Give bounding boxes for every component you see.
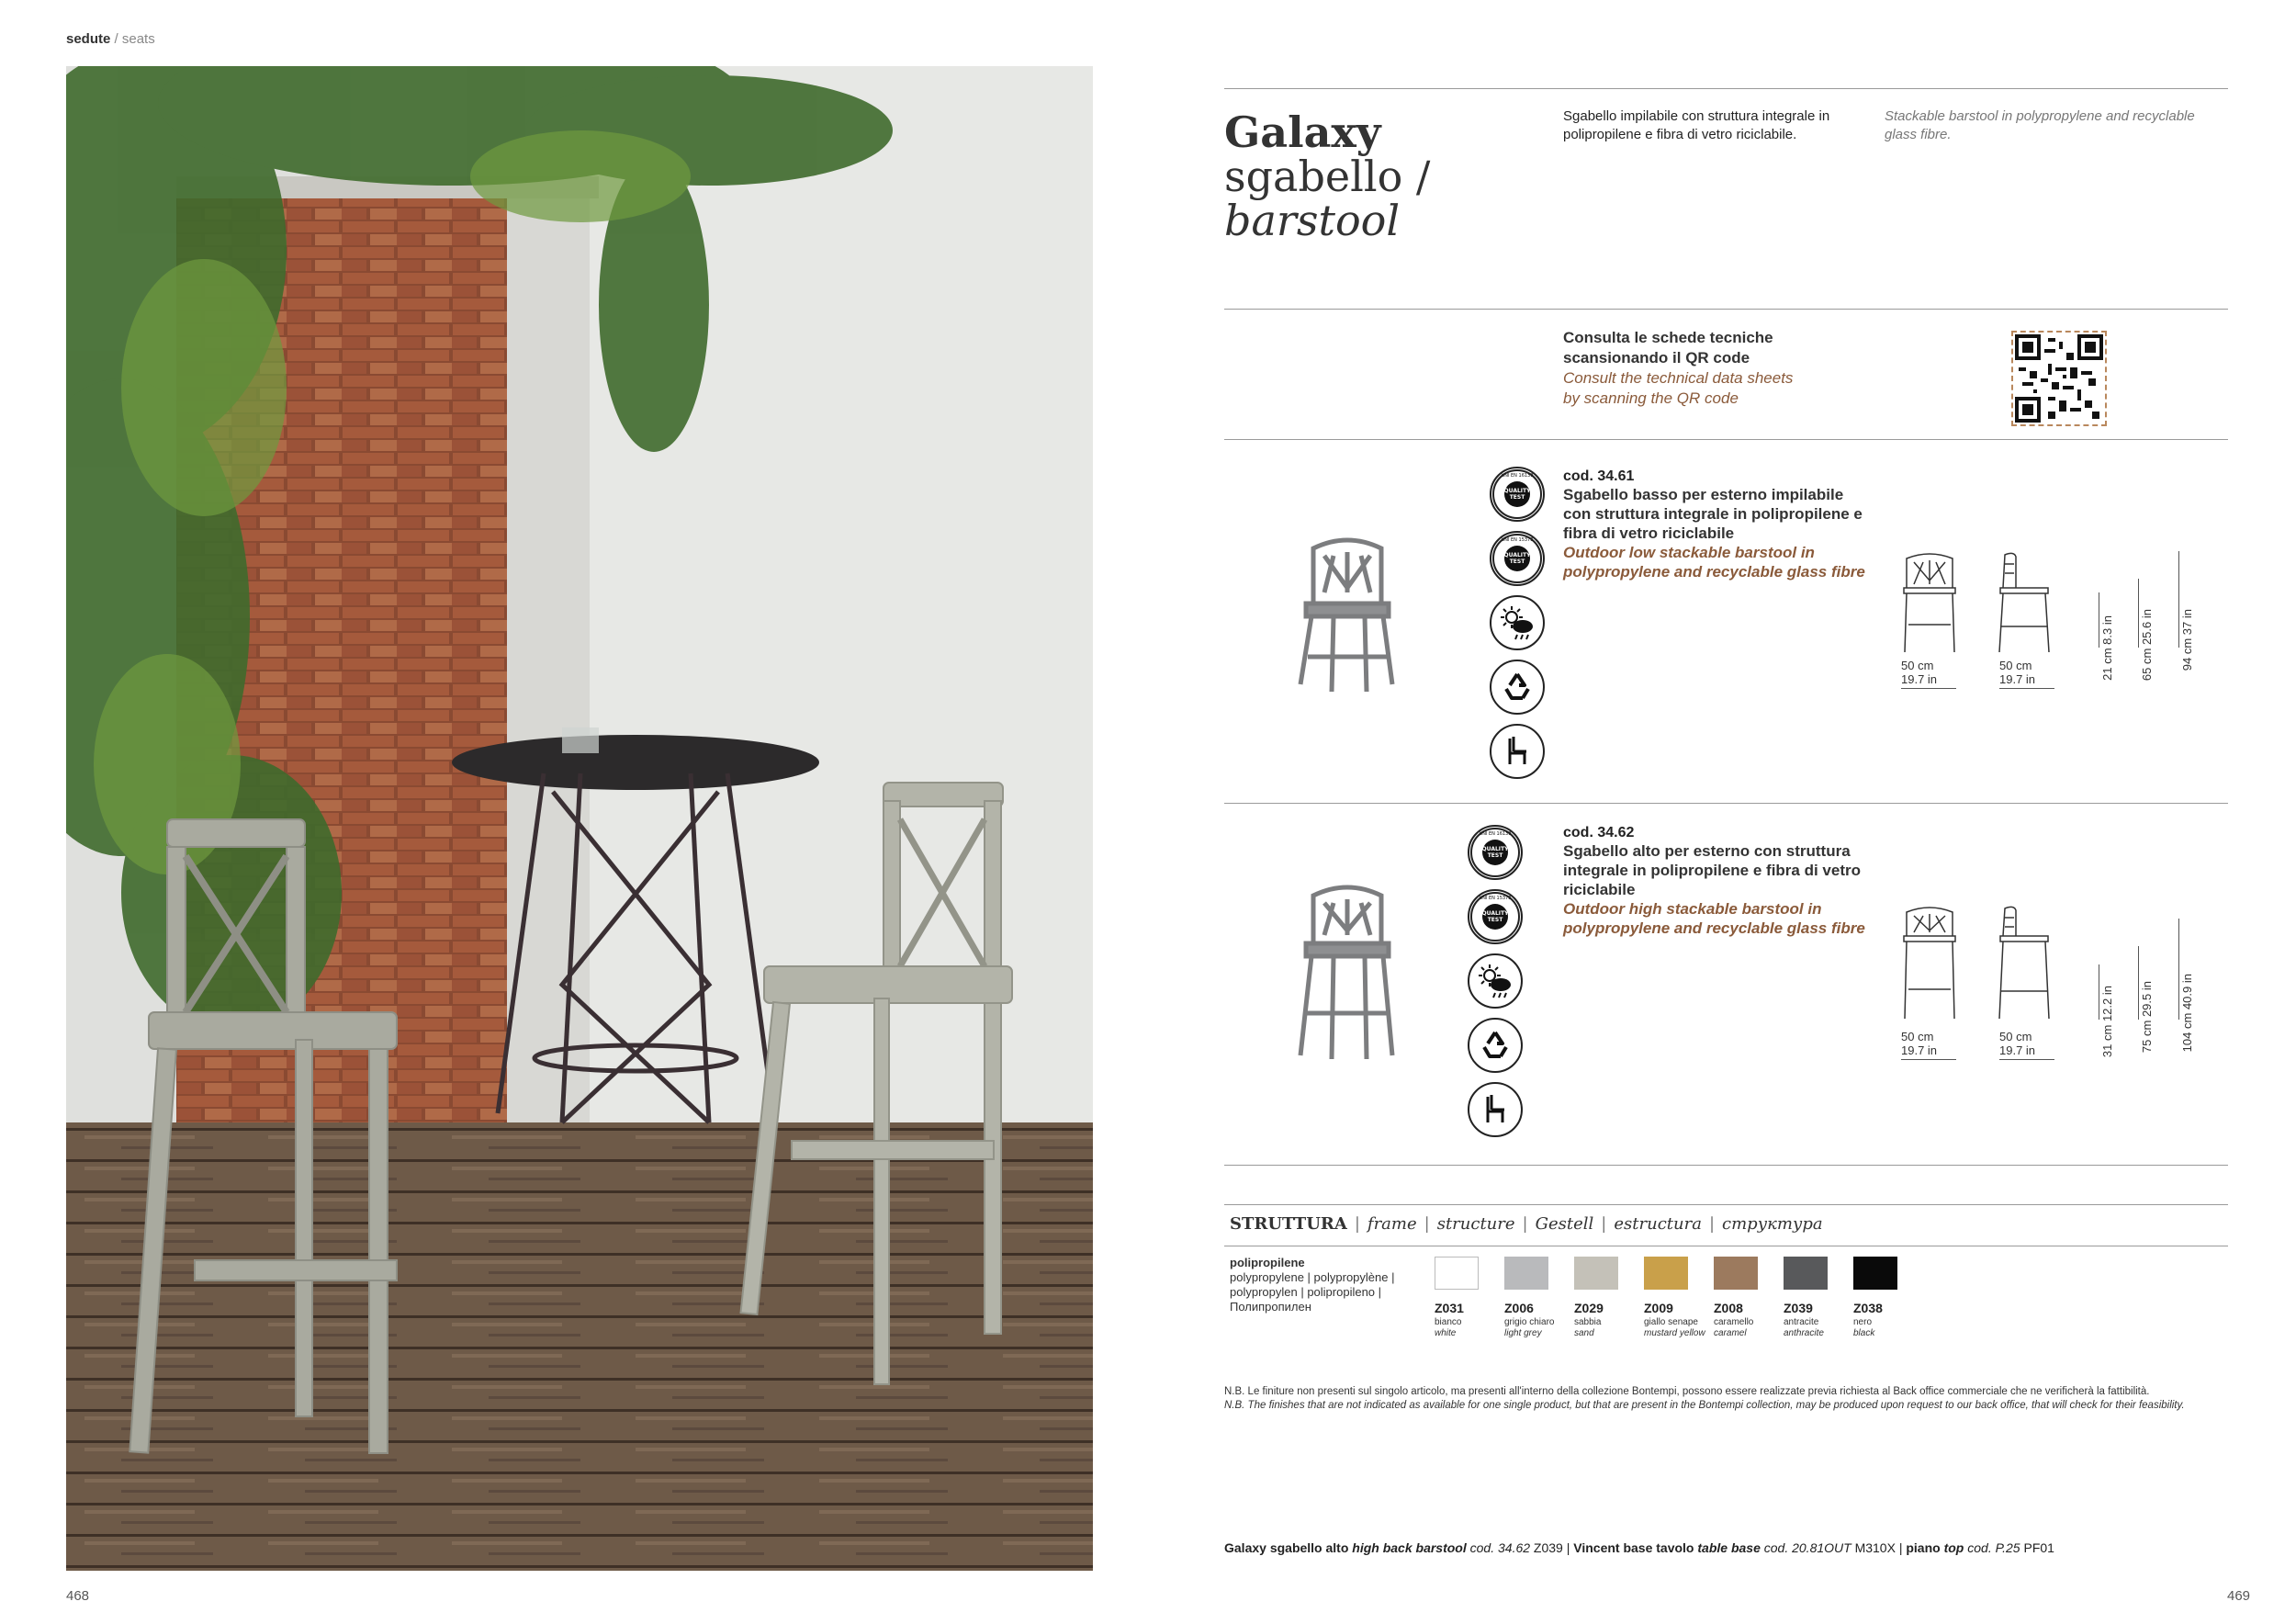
variant-code: cod. 34.62 [1563, 825, 1635, 840]
low-barstool-thumbnail [1297, 537, 1398, 698]
certification-icons [1468, 825, 1523, 1137]
quality-test-en15373-icon [1490, 531, 1545, 586]
variant-name-en: Outdoor low stackable barstool in polypropylene and recyclable glass fibre [1563, 544, 1865, 581]
note-en: N.B. The finishes that are not indicated as available for one single product, but that are present in the Bontempi collection, may be produced upon request to our back office, that will check for their feasibility. [1224, 1400, 2185, 1411]
stackable-icon [1490, 724, 1545, 779]
qr-instructions-it: Consulta le schede tecniche scansionando il QR code [1563, 329, 1773, 367]
technical-drawing-side [1998, 905, 2054, 1025]
variant-name-it: Sgabello basso per esterno impilabile con struttura integrale in polipropilene e fibra di vetro riciclabile [1563, 486, 1863, 542]
outdoor-weather-icon [1490, 595, 1545, 650]
product-photo [66, 66, 1093, 1571]
stackable-icon [1468, 1082, 1523, 1137]
svg-text:QUALITY: QUALITY [1481, 846, 1509, 852]
section-header: sedute / seats [66, 31, 155, 47]
dimension-seat-depth: 31 cm 12.2 in [2100, 986, 2114, 1058]
product-name: Galaxy [1224, 107, 1381, 157]
high-barstool-thumbnail [1297, 885, 1398, 1064]
qr-code[interactable] [2011, 331, 2107, 426]
material-name: polipropilene [1230, 1256, 1305, 1269]
svg-text:UNI EN 15373: UNI EN 15373 [1479, 896, 1512, 901]
frame-label: STRUTTURA [1230, 1214, 1347, 1234]
dimension-seat-height: 65 cm 25.6 in [2140, 609, 2154, 682]
divider [1224, 1204, 2228, 1205]
variant-2-info [1563, 825, 1866, 938]
product-title [1224, 107, 1431, 245]
page-number-right: 469 [2227, 1588, 2251, 1604]
quality-test-en16139-icon [1468, 825, 1523, 880]
svg-text:TEST: TEST [1487, 852, 1503, 859]
product-type-it: sgabello / [1224, 152, 1431, 201]
divider [1224, 309, 2228, 310]
note-it: N.B. Le finiture non presenti sul singolo articolo, ma presenti all'interno della collezione Bontempi, possono essere realizzate previa richiesta al Back office commerciale che ne verificherà la fattibilità. [1224, 1386, 2150, 1397]
variant-name-it: Sgabello alto per esterno con struttura integrale in polipropilene e fibra di vetro riciclabile [1563, 842, 1861, 898]
dimension-total-height: 94 cm 37 in [2180, 609, 2194, 671]
qr-code-image [2015, 334, 2103, 423]
svg-text:TEST: TEST [1509, 558, 1525, 565]
swatch-z008[interactable] [1714, 1257, 1758, 1290]
product-type-en: barstool [1224, 196, 1401, 245]
material-translations: polypropylene | polypropylène | polypropylen | polipropileno | Полипропилен [1230, 1270, 1395, 1314]
variant-code: cod. 34.61 [1563, 468, 1635, 484]
recyclable-icon [1490, 660, 1545, 715]
frame-label-row: STRUTTURA | frame | structure | Gestell | estructura | структура [1230, 1214, 1823, 1234]
technical-drawing-side [1998, 551, 2054, 659]
dimension-width-side: 50 cm 19.7 in [1999, 659, 2054, 689]
dimension-width-side: 50 cm 19.7 in [1999, 1030, 2054, 1060]
finish-swatches: Z031 bianco white Z006 grigio chiaro light grey Z029 sabbia sand Z009 giallo senape mustard yellow Z008 caramello caramel Z039 antracite anthracite Z038 nero black [1435, 1257, 1930, 1358]
technical-drawing-front [1901, 551, 1958, 659]
terrace-scene-image [66, 66, 1093, 1571]
section-label-en: seats [121, 31, 155, 47]
quality-test-en16139-icon [1490, 467, 1545, 522]
swatch-z038[interactable] [1853, 1257, 1897, 1290]
material-info [1230, 1256, 1423, 1314]
divider [1224, 1165, 2228, 1166]
quality-test-en15373-icon [1468, 889, 1523, 944]
section-label: sedute [66, 31, 111, 47]
photo-caption: Galaxy sgabello alto high back barstool cod. 34.62 Z039 | Vincent base tavolo table base cod. 20.81OUT M310X | piano top cod. P.25 PF01 [1224, 1540, 2054, 1555]
svg-text:TEST: TEST [1487, 917, 1503, 923]
barstool-image [1297, 537, 1398, 694]
swatch-z031[interactable] [1435, 1257, 1479, 1290]
swatch-z029[interactable] [1574, 1257, 1618, 1290]
variant-1-info [1563, 468, 1866, 581]
dimension-seat-depth: 21 cm 8.3 in [2100, 615, 2114, 681]
outdoor-weather-icon [1468, 953, 1523, 1009]
variant-name-en: Outdoor high stackable barstool in polypropylene and recyclable glass fibre [1563, 900, 1865, 937]
svg-text:QUALITY: QUALITY [1503, 552, 1531, 558]
divider [1224, 88, 2228, 89]
svg-text:QUALITY: QUALITY [1503, 488, 1531, 494]
swatch-z006[interactable] [1504, 1257, 1548, 1290]
dimension-width-front: 50 cm 19.7 in [1901, 1030, 1956, 1060]
svg-text:UNI EN 15373: UNI EN 15373 [1501, 537, 1534, 543]
svg-text:QUALITY: QUALITY [1481, 910, 1509, 917]
divider [1224, 439, 2228, 440]
dimension-width-front: 50 cm 19.7 in [1901, 659, 1956, 689]
page-number-left: 468 [66, 1588, 90, 1604]
dimension-total-height: 104 cm 40.9 in [2180, 974, 2194, 1053]
product-description-en: Stackable barstool in polypropylene and recyclable glass fibre. [1885, 108, 2195, 142]
product-description-it: Sgabello impilabile con struttura integrale in polipropilene e fibra di vetro riciclabile. [1563, 108, 1830, 142]
swatch-z039[interactable] [1784, 1257, 1828, 1290]
svg-text:UNI EN 16139: UNI EN 16139 [1501, 473, 1534, 479]
divider [1224, 803, 2228, 804]
swatch-z009[interactable] [1644, 1257, 1688, 1290]
barstool-image [1297, 885, 1398, 1059]
finish-note [1224, 1385, 2228, 1413]
certification-icons [1490, 467, 1545, 779]
qr-instructions-en: Consult the technical data sheets by scanning the QR code [1563, 369, 1794, 407]
technical-drawing-front [1901, 905, 1958, 1025]
recyclable-icon [1468, 1018, 1523, 1073]
svg-text:TEST: TEST [1509, 494, 1525, 501]
dimension-seat-height: 75 cm 29.5 in [2140, 981, 2154, 1054]
svg-text:UNI EN 16139: UNI EN 16139 [1479, 831, 1512, 837]
